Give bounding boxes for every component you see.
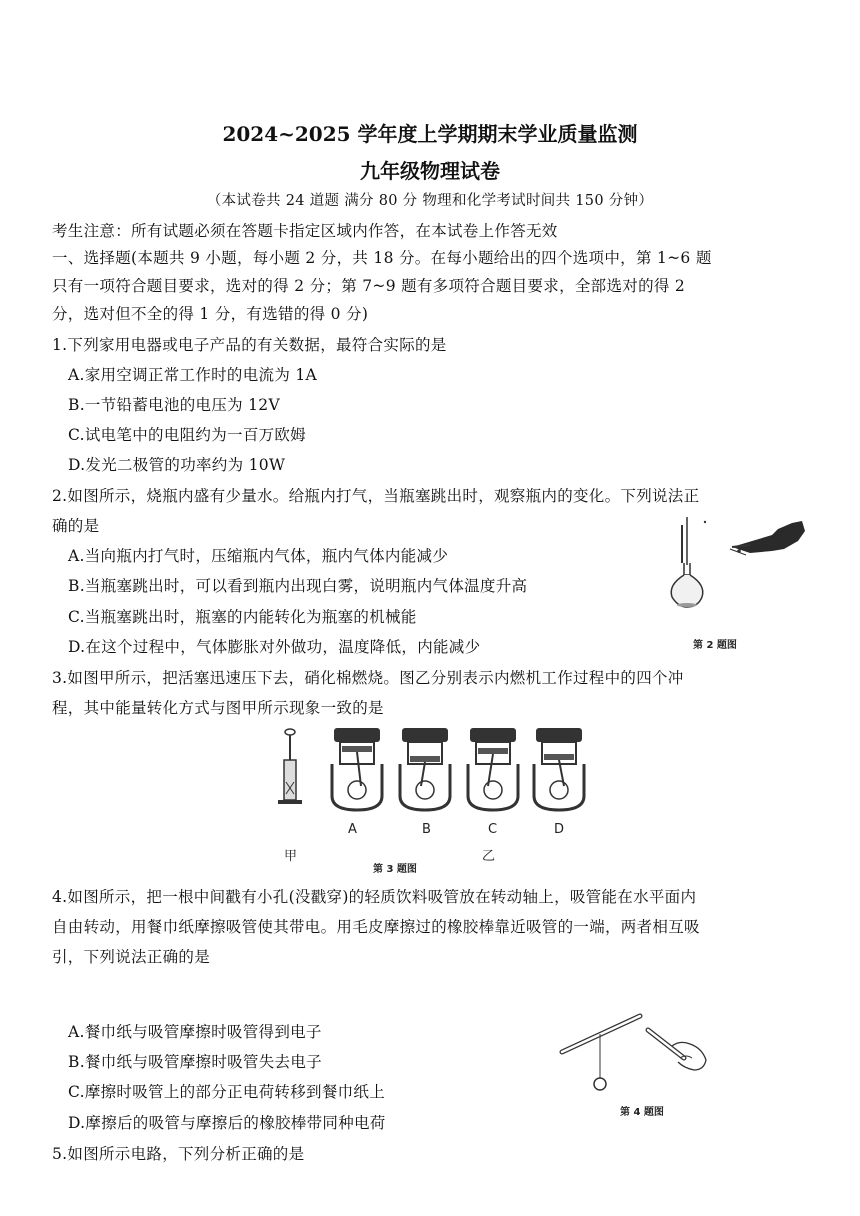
question-2-stem: 2.如图所示，烧瓶内盛有少量水。给瓶内打气，当瓶塞跳出时，观察瓶内的变化。下列说法正 <box>52 487 700 505</box>
question-2-stem: 确的是 <box>52 517 100 535</box>
section-instruction-line: 分，选对但不全的得 1 分，有选错的得 0 分) <box>52 305 369 323</box>
question-4-option-a: A.餐巾纸与吸管摩擦时吸管得到电子 <box>68 1023 322 1041</box>
exam-title: 2024~2025 学年度上学期期末学业质量监测 <box>222 122 638 146</box>
section-instruction-line: 一、选择题(本题共 9 小题，每小题 2 分，共 18 分。在每小题给出的四个选项中，第 1~6 题 <box>52 249 712 267</box>
engine-label-d: D <box>554 822 565 837</box>
question-4-option-c: C.摩擦时吸管上的部分正电荷转移到餐巾纸上 <box>68 1083 386 1101</box>
engine-label-b: B <box>422 822 431 837</box>
question-1-stem: 1.下列家用电器或电子产品的有关数据，最符合实际的是 <box>52 336 447 354</box>
section-instruction-line: 只有一项符合题目要求，选对的得 2 分；第 7~9 题有多项符合题目要求，全部选对的得 2 <box>52 277 686 295</box>
question-2-figure <box>660 505 810 625</box>
notice: 考生注意：所有试题必须在答题卡指定区域内作答，在本试卷上作答无效 <box>52 222 558 240</box>
question-4-stem: 自由转动，用餐巾纸摩擦吸管使其带电。用毛皮摩擦过的橡胶棒靠近吸管的一端，两者相互吸 <box>52 918 700 936</box>
question-2-option-a: A.当向瓶内打气时，压缩瓶内气体，瓶内气体内能减少 <box>68 547 449 565</box>
question-1-option-a: A.家用空调正常工作时的电流为 1A <box>68 366 318 384</box>
engine-d-icon <box>534 728 584 810</box>
question-4-option-b: B.餐巾纸与吸管摩擦时吸管失去电子 <box>68 1053 322 1071</box>
exam-note: （本试卷共 24 道题 满分 80 分 物理和化学考试时间共 150 分钟） <box>206 193 654 209</box>
question-2-option-b: B.当瓶塞跳出时，可以看到瓶内出现白雾，说明瓶内气体温度升高 <box>68 577 528 595</box>
question-3-stem: 程，其中能量转化方式与图甲所示现象一致的是 <box>52 699 384 717</box>
piston-apparatus-icon <box>278 729 302 804</box>
engine-label-c: C <box>488 822 498 837</box>
question-2-option-c: C.当瓶塞跳出时，瓶塞的内能转化为瓶塞的机械能 <box>68 608 417 626</box>
question-4-figure-caption: 第 4 题图 <box>620 1107 664 1118</box>
question-3-stem: 3.如图甲所示，把活塞迅速压下去，硝化棉燃烧。图乙分别表示内燃机工作过程中的四个冲 <box>52 669 684 687</box>
question-3-figure <box>268 720 588 820</box>
figure-right-label: 乙 <box>482 849 496 864</box>
engine-label-a: A <box>348 822 357 837</box>
question-4-stem: 引，下列说法正确的是 <box>52 948 211 966</box>
question-5-stem: 5.如图所示电路，下列分析正确的是 <box>52 1145 305 1163</box>
question-3-figure-caption: 第 3 题图 <box>373 864 417 875</box>
engine-a-icon <box>332 728 382 810</box>
question-1-option-d: D.发光二极管的功率约为 10W <box>68 456 286 474</box>
engine-c-icon <box>468 728 518 810</box>
question-1-option-b: B.一节铅蓄电池的电压为 12V <box>68 396 280 414</box>
engine-b-icon <box>400 728 450 810</box>
exam-subtitle: 九年级物理试卷 <box>360 159 500 183</box>
question-2-figure-caption: 第 2 题图 <box>693 640 737 651</box>
question-1-option-c: C.试电笔中的电阻约为一百万欧姆 <box>68 426 307 444</box>
question-4-figure <box>556 1008 716 1098</box>
question-2-option-d: D.在这个过程中，气体膨胀对外做功，温度降低，内能减少 <box>68 638 481 656</box>
question-4-option-d: D.摩擦后的吸管与摩擦后的橡胶棒带同种电荷 <box>68 1114 386 1132</box>
figure-left-label: 甲 <box>284 849 298 864</box>
question-4-stem: 4.如图所示，把一根中间戳有小孔(没戳穿)的轻质饮料吸管放在转动轴上，吸管能在水平面内 <box>52 888 697 906</box>
